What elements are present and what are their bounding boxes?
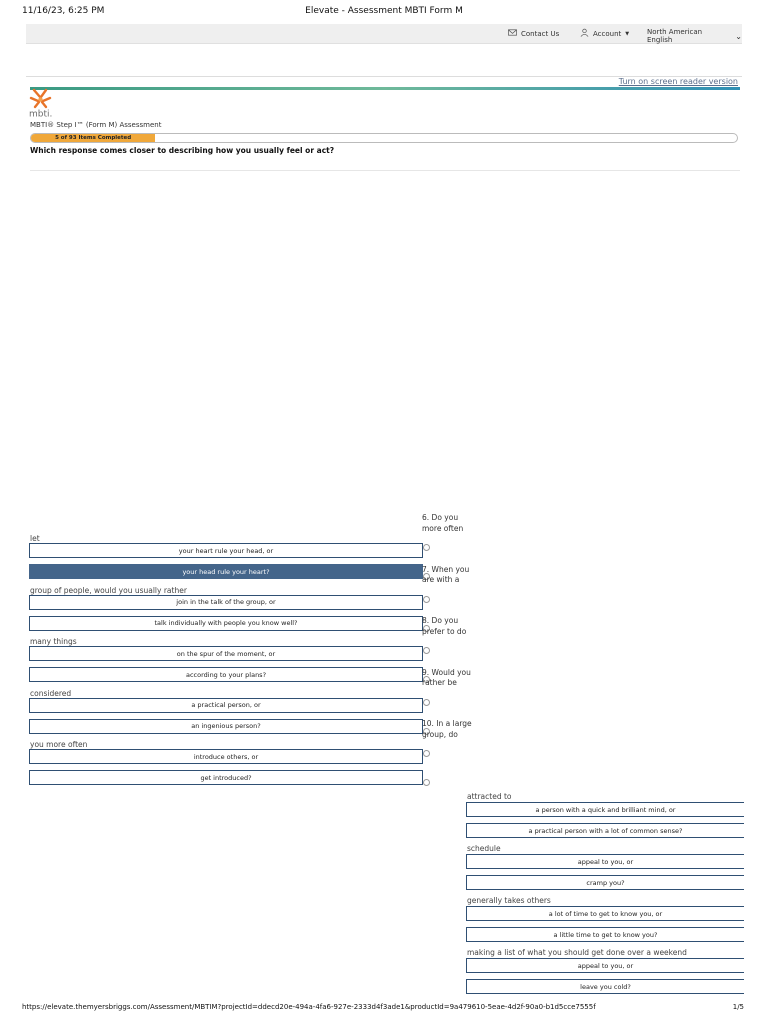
answer-option-button[interactable]: your heart rule your head, or: [29, 543, 423, 558]
user-icon: [580, 28, 589, 39]
question-number-text: 8. Do you: [422, 616, 459, 625]
question-text-continued: are with a: [422, 575, 460, 584]
assessment-title: MBTI® Step I™ (Form M) Assessment: [30, 121, 162, 129]
question-text-continued: group, do: [422, 729, 458, 739]
contact-us-label: Contact Us: [521, 29, 560, 38]
svg-text:mbti.: mbti.: [29, 109, 53, 118]
progress-label: 5 of 93 Items Completed: [55, 135, 132, 141]
question-stem: let: [30, 534, 40, 543]
question-stem: group of people, would you usually rather: [30, 585, 187, 595]
answer-option-button[interactable]: a practical person with a lot of common sense?: [466, 823, 744, 838]
question-text-continued: more often: [422, 523, 464, 533]
question-stem: you more often: [30, 740, 88, 749]
mail-icon: [508, 28, 517, 39]
answer-option-button[interactable]: appeal to you, or: [466, 958, 744, 973]
answer-option-button[interactable]: a little time to get to know you?: [466, 927, 744, 942]
answer-option-button[interactable]: according to your plans?: [29, 667, 423, 682]
print-title: Elevate - Assessment MBTI Form M: [305, 6, 463, 16]
answer-radio[interactable]: [423, 699, 430, 706]
answer-option-button[interactable]: leave you cold?: [466, 979, 744, 994]
question-divider: [30, 170, 740, 171]
question-text-continued: rather be: [422, 678, 457, 687]
answer-radio[interactable]: [423, 544, 430, 551]
answer-option-button[interactable]: get introduced?: [29, 770, 423, 785]
account-label: Account: [593, 29, 622, 38]
contact-us-link[interactable]: [508, 28, 559, 39]
progress-bar: [30, 133, 738, 143]
question-stem: schedule: [467, 844, 501, 853]
question-stem: many things: [30, 637, 77, 646]
answer-radio[interactable]: [423, 750, 430, 757]
print-url: https://elevate.themyersbriggs.com/Assessment/MBTIM?projectId=ddecd20e-494a-4fa6-927e-2333d4f3ade1&productId=9a479610-5eae-4d2f-90a0-b1d5cce7555f: [22, 1003, 596, 1011]
caret-down-icon: ▼: [625, 30, 630, 37]
answer-option-button[interactable]: on the spur of the moment, or: [29, 646, 423, 661]
answer-option-button[interactable]: a lot of time to get to know you, or: [466, 906, 744, 921]
progress-fill: [31, 134, 155, 142]
question-stem: generally takes others: [467, 896, 551, 905]
mbti-logo: [28, 88, 62, 118]
answer-radio[interactable]: [423, 647, 430, 654]
answer-option-button[interactable]: your head rule your heart?: [29, 564, 423, 579]
question-stem: considered: [30, 688, 72, 698]
language-label: North American English: [647, 28, 703, 44]
answer-option-button[interactable]: an ingenious person?: [29, 719, 423, 734]
answer-radio[interactable]: [423, 779, 430, 786]
question-number-text: 6. Do you: [422, 513, 459, 522]
answer-option-button[interactable]: cramp you?: [466, 875, 744, 890]
question-stem: making a list of what you should get done over a weekend: [467, 948, 687, 957]
question-number-text: 7. When you: [422, 564, 470, 574]
question-stem: attracted to: [467, 792, 512, 801]
question-number-text: 9. Would you: [422, 667, 471, 677]
print-page-number: 1/5: [732, 1003, 744, 1011]
question-text-continued: prefer to do: [422, 626, 467, 636]
answer-radio[interactable]: [423, 596, 430, 603]
screen-reader-link[interactable]: Turn on screen reader version: [618, 77, 738, 86]
question-number-text: 10. In a large: [422, 719, 472, 728]
answer-option-button[interactable]: introduce others, or: [29, 749, 423, 764]
answer-option-button[interactable]: appeal to you, or: [466, 854, 744, 869]
print-datetime: 11/16/23, 6:25 PM: [22, 6, 105, 16]
header-divider: [30, 87, 740, 90]
answer-option-button[interactable]: a person with a quick and brilliant mind, or: [466, 802, 744, 817]
language-select[interactable]: [647, 28, 742, 44]
answer-option-button[interactable]: join in the talk of the group, or: [29, 595, 423, 610]
answer-option-button[interactable]: a practical person, or: [29, 698, 423, 713]
top-bar: [26, 24, 742, 44]
question-prompt: Which response comes closer to describing how you usually feel or act?: [30, 146, 335, 155]
answer-option-button[interactable]: talk individually with people you know well?: [29, 616, 423, 631]
account-menu[interactable]: [580, 28, 629, 39]
chevron-down-icon: ⌄: [735, 31, 742, 41]
